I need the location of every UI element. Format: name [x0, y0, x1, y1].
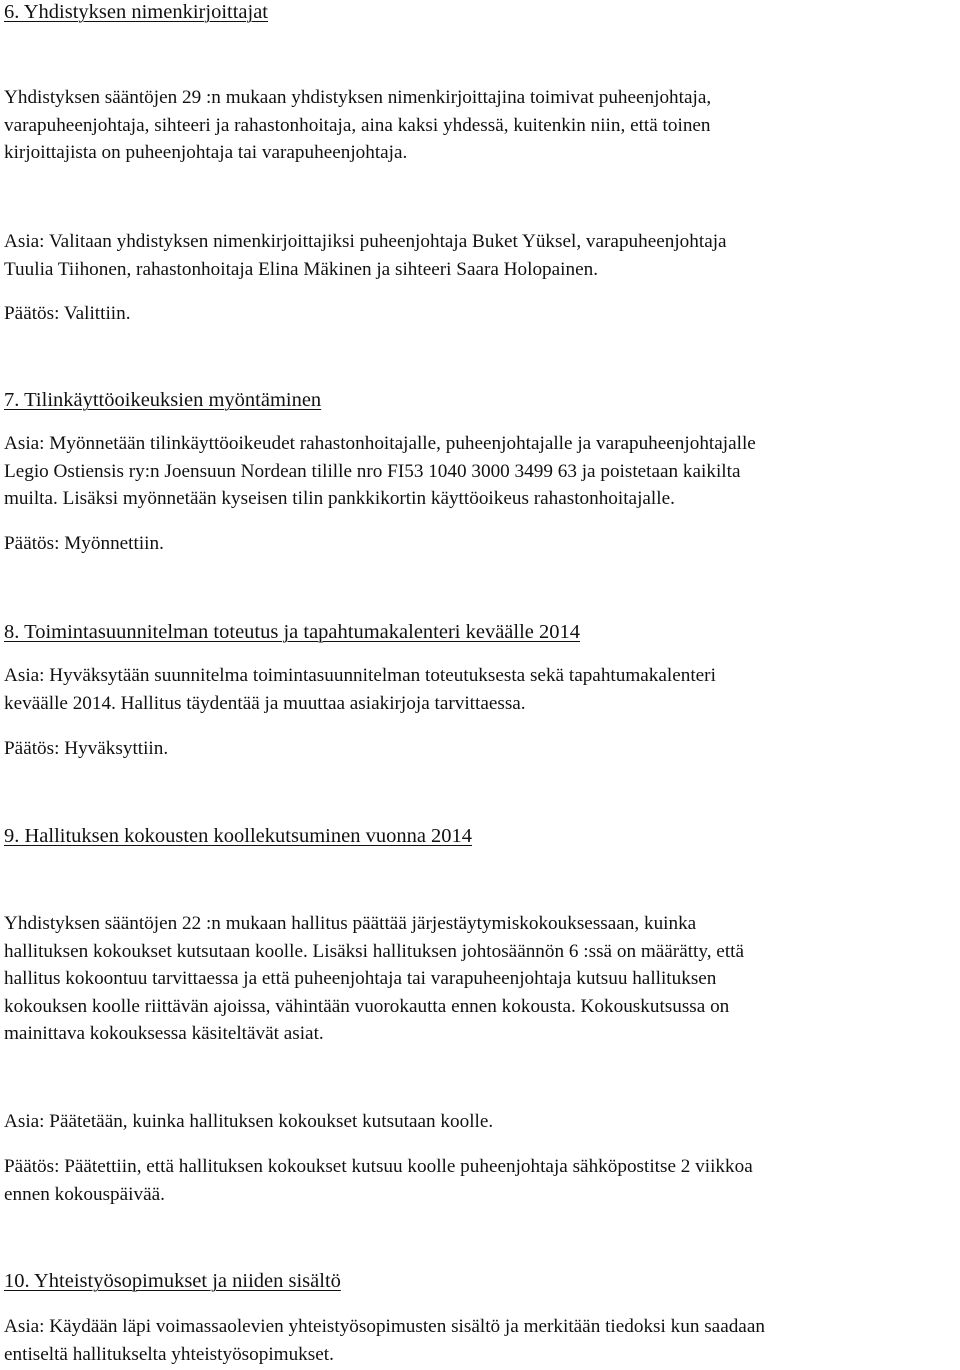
- section-9-decision: [4, 1153, 959, 1208]
- text-line: ennen kokouspäivää.: [4, 1183, 165, 1205]
- section-9-intro: [4, 910, 959, 1048]
- text-line: Asia: Käydään läpi voimassaolevien yhteistyösopimusten sisältö ja merkitään tiedoksi kun saadaan: [4, 1316, 765, 1337]
- section-8-decision: [4, 735, 959, 763]
- section-10-asia: [4, 1313, 959, 1368]
- text-line: Päätös: Myönnettiin.: [4, 533, 164, 554]
- section-10-heading: 10. Yhteistyösopimukset ja niiden sisältö: [4, 1270, 341, 1292]
- text-line: varapuheenjohtaja, sihteeri ja rahastonhoitaja, aina kaksi yhdessä, kuitenkin niin, että toinen: [4, 114, 711, 136]
- text-line: Yhdistyksen sääntöjen 29 :n mukaan yhdistyksen nimenkirjoittajina toimivat puheenjohtaja,: [4, 87, 712, 108]
- text-line: Päätös: Hyväksyttiin.: [4, 738, 169, 759]
- text-line: muilta. Lisäksi myönnetään kyseisen tilin pankkikortin käyttöoikeus rahastonhoitajalle.: [4, 488, 675, 509]
- text-line: mainittava kokouksessa käsiteltävät asiat.: [4, 1023, 324, 1044]
- section-7-asia: [4, 430, 959, 513]
- section-6-intro: [4, 84, 959, 167]
- text-line: Asia: Valitaan yhdistyksen nimenkirjoittajiksi puheenjohtaja Buket Yüksel, varapuheenjohtaja: [4, 231, 727, 252]
- text-line: hallituksen kokoukset kutsutaan koolle. Lisäksi hallituksen johtosäännön 6 :ssä on määrätty, että: [4, 940, 745, 962]
- section-6-decision: [4, 300, 959, 328]
- section-7-heading: 7. Tilinkäyttöoikeuksien myöntäminen: [4, 389, 322, 411]
- text-line: Tuulia Tiihonen, rahastonhoitaja Elina Mäkinen ja sihteeri Saara Holopainen.: [4, 258, 598, 280]
- text-line: hallitus kokoontuu tarvittaessa ja että puheenjohtaja tai varapuheenjohtaja kutsuu hallituksen: [4, 968, 717, 989]
- section-6-heading: 6. Yhdistyksen nimenkirjoittajat: [4, 1, 268, 23]
- text-line: Asia: Myönnetään tilinkäyttöoikeudet rahastonhoitajalle, puheenjohtajalle ja varapuheenjohtajalle: [4, 433, 756, 454]
- section-9-asia: [4, 1108, 959, 1136]
- text-line: kokouksen koolle riittävän ajoissa, vähintään vuorokautta ennen kokousta. Kokouskutsussa on: [4, 995, 730, 1017]
- text-line: Asia: Hyväksytään suunnitelma toimintasuunnitelman toteutuksesta sekä tapahtumakalenteri: [4, 665, 716, 686]
- section-8-asia: [4, 662, 959, 717]
- section-7-decision: [4, 530, 959, 558]
- text-line: Legio Ostiensis ry:n Joensuun Nordean tilille nro FI53 1040 3000 3499 63 ja poistetaan kaikilta: [4, 460, 741, 482]
- text-line: entiseltä hallitukselta yhteistyösopimukset.: [4, 1343, 334, 1365]
- text-line: Asia: Päätetään, kuinka hallituksen kokoukset kutsutaan koolle.: [4, 1111, 494, 1132]
- text-line: keväälle 2014. Hallitus täydentää ja muuttaa asiakirjoja tarvittaessa.: [4, 692, 526, 714]
- section-6-asia: [4, 228, 959, 283]
- text-line: Päätös: Valittiin.: [4, 303, 131, 324]
- text-line: Yhdistyksen sääntöjen 22 :n mukaan hallitus päättää järjestäytymiskokouksessaan, kuinka: [4, 913, 697, 934]
- text-line: Päätös: Päätettiin, että hallituksen kokoukset kutsuu koolle puheenjohtaja sähköpostitse 2 viikkoa: [4, 1156, 753, 1177]
- section-8-heading: 8. Toimintasuunnitelman toteutus ja tapahtumakalenteri keväälle 2014: [4, 621, 581, 643]
- text-line: kirjoittajista on puheenjohtaja tai varapuheenjohtaja.: [4, 142, 408, 163]
- section-9-heading: 9. Hallituksen kokousten koollekutsuminen vuonna 2014: [4, 825, 473, 847]
